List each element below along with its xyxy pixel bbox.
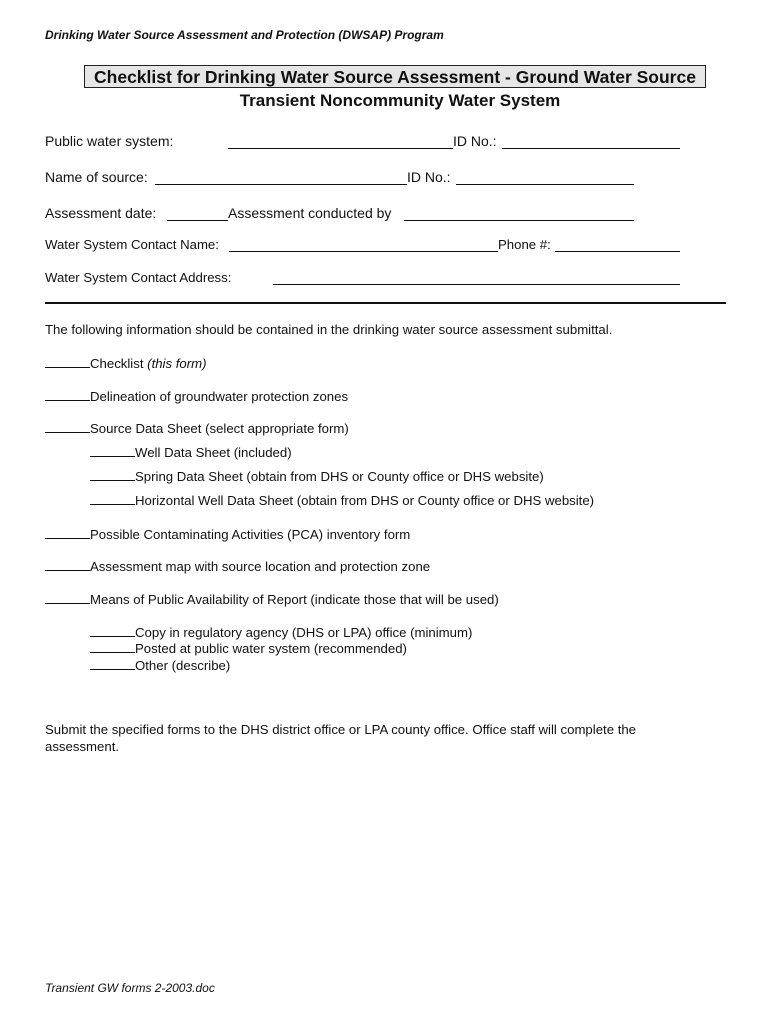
- checklist-item-checklist: [45, 355, 207, 371]
- check-blank[interactable]: [45, 558, 90, 571]
- page-subtitle: Transient Noncommunity Water System: [239, 91, 561, 110]
- check-blank[interactable]: [90, 640, 135, 653]
- checklist-item-label: Other (describe): [135, 658, 231, 673]
- checklist-item-pca-inventory: [45, 526, 410, 542]
- checklist-subitem-copy-regulatory: [90, 624, 472, 640]
- name-of-source-id-label: ID No.:: [407, 169, 451, 185]
- checklist-item-label: Source Data Sheet (select appropriate form): [90, 421, 349, 436]
- phone-field[interactable]: [555, 251, 680, 252]
- check-blank[interactable]: [90, 492, 135, 505]
- section-divider: [45, 302, 726, 304]
- check-blank[interactable]: [90, 624, 135, 637]
- checklist-item-label: Well Data Sheet (included): [135, 445, 292, 460]
- checklist-subitem-posted-public: [90, 640, 407, 656]
- submit-note: Submit the specified forms to the DHS district office or LPA county office. Office staff will complete the assessment.: [45, 722, 637, 754]
- checklist-item-label: Means of Public Availability of Report (indicate those that will be used): [90, 592, 499, 607]
- check-blank[interactable]: [45, 420, 90, 433]
- checklist-subitem-spring-data-sheet: [90, 468, 544, 484]
- checklist-item-public-availability: [45, 591, 499, 607]
- assessment-conducted-by-field[interactable]: [404, 220, 634, 221]
- contact-address-label: Water System Contact Address:: [45, 270, 232, 285]
- checklist-subitem-well-data-sheet: [90, 444, 292, 460]
- check-blank[interactable]: [45, 526, 90, 539]
- checklist-item-label: Copy in regulatory agency (DHS or LPA) office (minimum): [135, 625, 473, 640]
- assessment-date-label: Assessment date:: [45, 205, 157, 221]
- page-title: Checklist for Drinking Water Source Assessment - Ground Water Source: [94, 67, 696, 87]
- name-of-source-field[interactable]: [155, 184, 407, 185]
- checklist-item-label: Posted at public water system (recommended): [135, 641, 407, 656]
- checklist-item-label: Possible Contaminating Activities (PCA) inventory form: [90, 527, 411, 542]
- checklist-item-label: Spring Data Sheet (obtain from DHS or County office or DHS website): [135, 469, 544, 484]
- check-blank[interactable]: [90, 657, 135, 670]
- public-water-system-id-field[interactable]: [502, 148, 680, 149]
- checklist-subitem-horizontal-well-data-sheet: [90, 492, 594, 508]
- check-blank[interactable]: [90, 444, 135, 457]
- checklist-item-assessment-map: [45, 558, 430, 574]
- footer-filename: Transient GW forms 2-2003.doc: [45, 981, 215, 995]
- phone-label: Phone #:: [498, 237, 551, 252]
- name-of-source-id-field[interactable]: [456, 184, 634, 185]
- assessment-date-field[interactable]: [167, 220, 228, 221]
- assessment-conducted-by-label: Assessment conducted by: [228, 205, 392, 221]
- intro-text: The following information should be contained in the drinking water source assessment submittal.: [45, 322, 613, 337]
- contact-name-label: Water System Contact Name:: [45, 237, 219, 252]
- contact-name-field[interactable]: [229, 251, 498, 252]
- check-blank[interactable]: [45, 591, 90, 604]
- checklist-item-label: Delineation of groundwater protection zones: [90, 389, 349, 404]
- checklist-item-note: (this form): [147, 356, 207, 371]
- public-water-system-field[interactable]: [228, 148, 453, 149]
- checklist-item-label: Horizontal Well Data Sheet (obtain from DHS or County office or DHS website): [135, 493, 595, 508]
- checklist-item-label: Checklist: [90, 356, 144, 371]
- check-blank[interactable]: [90, 468, 135, 481]
- public-water-system-id-label: ID No.:: [453, 133, 497, 149]
- contact-address-field[interactable]: [273, 284, 680, 285]
- checklist-item-label: Assessment map with source location and protection zone: [90, 559, 431, 574]
- public-water-system-label: Public water system:: [45, 133, 174, 149]
- check-blank[interactable]: [45, 388, 90, 401]
- checklist-item-delineation: [45, 388, 348, 404]
- check-blank[interactable]: [45, 355, 90, 368]
- name-of-source-label: Name of source:: [45, 169, 148, 185]
- program-name: Drinking Water Source Assessment and Protection (DWSAP) Program: [45, 28, 444, 42]
- checklist-item-source-data-sheet: [45, 420, 349, 436]
- checklist-subitem-other: [90, 657, 230, 673]
